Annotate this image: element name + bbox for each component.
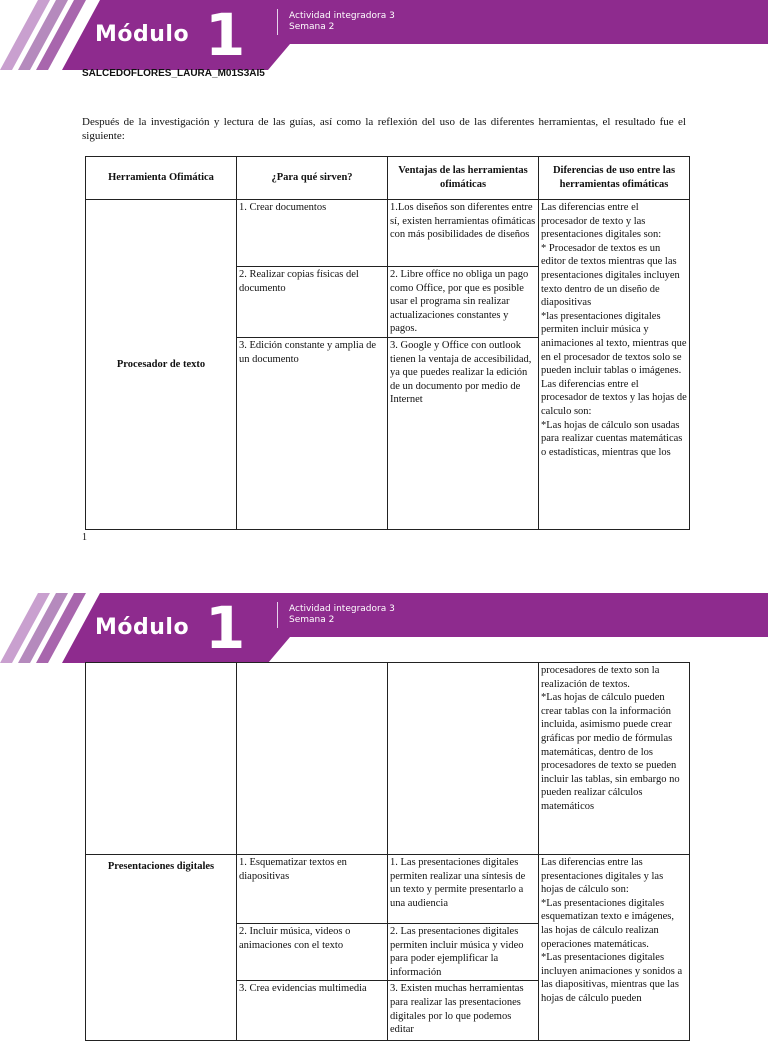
tool-cell-text-processor: Procesador de texto — [86, 200, 237, 530]
header-divider — [277, 602, 278, 628]
document-page-2 — [0, 593, 768, 1036]
tool-cell-digital-presentations: Presentaciones digitales — [86, 855, 237, 1041]
comparison-table — [85, 156, 690, 530]
week-label: Semana 2 — [289, 615, 335, 625]
week-label: Semana 2 — [289, 22, 335, 32]
use-cell: 2. Realizar copias físicas del documento — [237, 267, 388, 338]
advantage-cell: 2. Las presentaciones digitales permiten incluir música y video para poder ejemplificar la información — [388, 924, 539, 981]
advantage-cell: 2. Libre office no obliga un pago como Office, por que es posible usar el programa sin realizar actualizaciones constantes y pagos. — [388, 267, 539, 338]
activity-title: Actividad integradora 3 — [289, 604, 395, 614]
advantage-cell: 3. Google y Office con outlook tienen la ventaja de accesibilidad, ya que puedes realizar la edición de un documento por medio de Internet — [388, 337, 539, 529]
use-cell: 3. Edición constante y amplia de un documento — [237, 337, 388, 529]
use-cell: 1. Crear documentos — [237, 200, 388, 267]
header-divider — [277, 9, 278, 35]
page-number: 1 — [82, 532, 87, 543]
module-label: Módulo — [95, 615, 190, 640]
differences-cell: Las diferencias entre las presentaciones digitales y las hojas de cálculo son: *Las presentaciones digitales esquematizan texto e imágenes, las hojas de cálculo realizan operaciones matemáticas. *Las presentaciones digitales incluyen animaciones y sonidos a las diapositivas, mientras que las hojas de cálculo pueden — [539, 855, 690, 1041]
student-id: SALCEDOFLORES_LAURA_M01S3AI5 — [82, 68, 265, 79]
module-header — [0, 0, 768, 70]
advantage-cell: 3. Existen muchas herramientas para realizar las presentaciones digitales por lo que podemos editar — [388, 981, 539, 1041]
header-tool: Herramienta Ofimática — [86, 157, 237, 200]
module-header — [0, 593, 768, 663]
header-differences: Diferencias de uso entre las herramientas ofimáticas — [539, 157, 690, 200]
use-cell: 2. Incluir música, videos o animaciones con el texto — [237, 924, 388, 981]
differences-cell-continued: procesadores de texto son la realización de textos. *Las hojas de cálculo pueden crear tablas con la información incluida, asimismo puede crear gráficas por medio de fórmulas matemáticas, dentro de los procesadores de texto se pueden incluir las tablas, sin embargo no pueden realizar cálculos matemáticos — [539, 663, 690, 855]
comparison-table-continued — [85, 662, 690, 1041]
module-number: 1 — [205, 594, 246, 662]
activity-title: Actividad integradora 3 — [289, 11, 395, 21]
header-purpose: ¿Para qué sirven? — [237, 157, 388, 200]
module-label: Módulo — [95, 22, 190, 47]
empty-cell — [237, 663, 388, 855]
module-number: 1 — [205, 1, 246, 69]
use-cell: 1. Esquematizar textos en diapositivas — [237, 855, 388, 924]
differences-cell: Las diferencias entre el procesador de texto y las presentaciones digitales son: * Procesador de textos es un editor de textos mientras que las presentaciones digitales incluyen texto dentro de un diseño de diapositivas *las presentaciones digitales permiten incluir música y animaciones al texto, mientras que en el procesador de textos solo se pueden incluir tablas o imágenes. Las diferencias entre el procesador de textos y las hojas de calculo son: *Las hojas de cálculo son usadas para realizar cuentas matemáticas o estadísticas, mientras que los — [539, 200, 690, 530]
advantage-cell: 1.Los diseños son diferentes entre sí, existen herramientas ofimáticas con más posibilidades de diseños — [388, 200, 539, 267]
advantage-cell: 1. Las presentaciones digitales permiten realizar una síntesis de un texto y permite presentarlo a una audiencia — [388, 855, 539, 924]
header-advantages: Ventajas de las herramientas ofimáticas — [388, 157, 539, 200]
empty-cell — [86, 663, 237, 855]
intro-paragraph: Después de la investigación y lectura de las guías, así como la reflexión del uso de las diferentes herramientas, el resultado fue el siguiente: — [82, 116, 686, 142]
empty-cell — [388, 663, 539, 855]
use-cell: 3. Crea evidencias multimedia — [237, 981, 388, 1041]
